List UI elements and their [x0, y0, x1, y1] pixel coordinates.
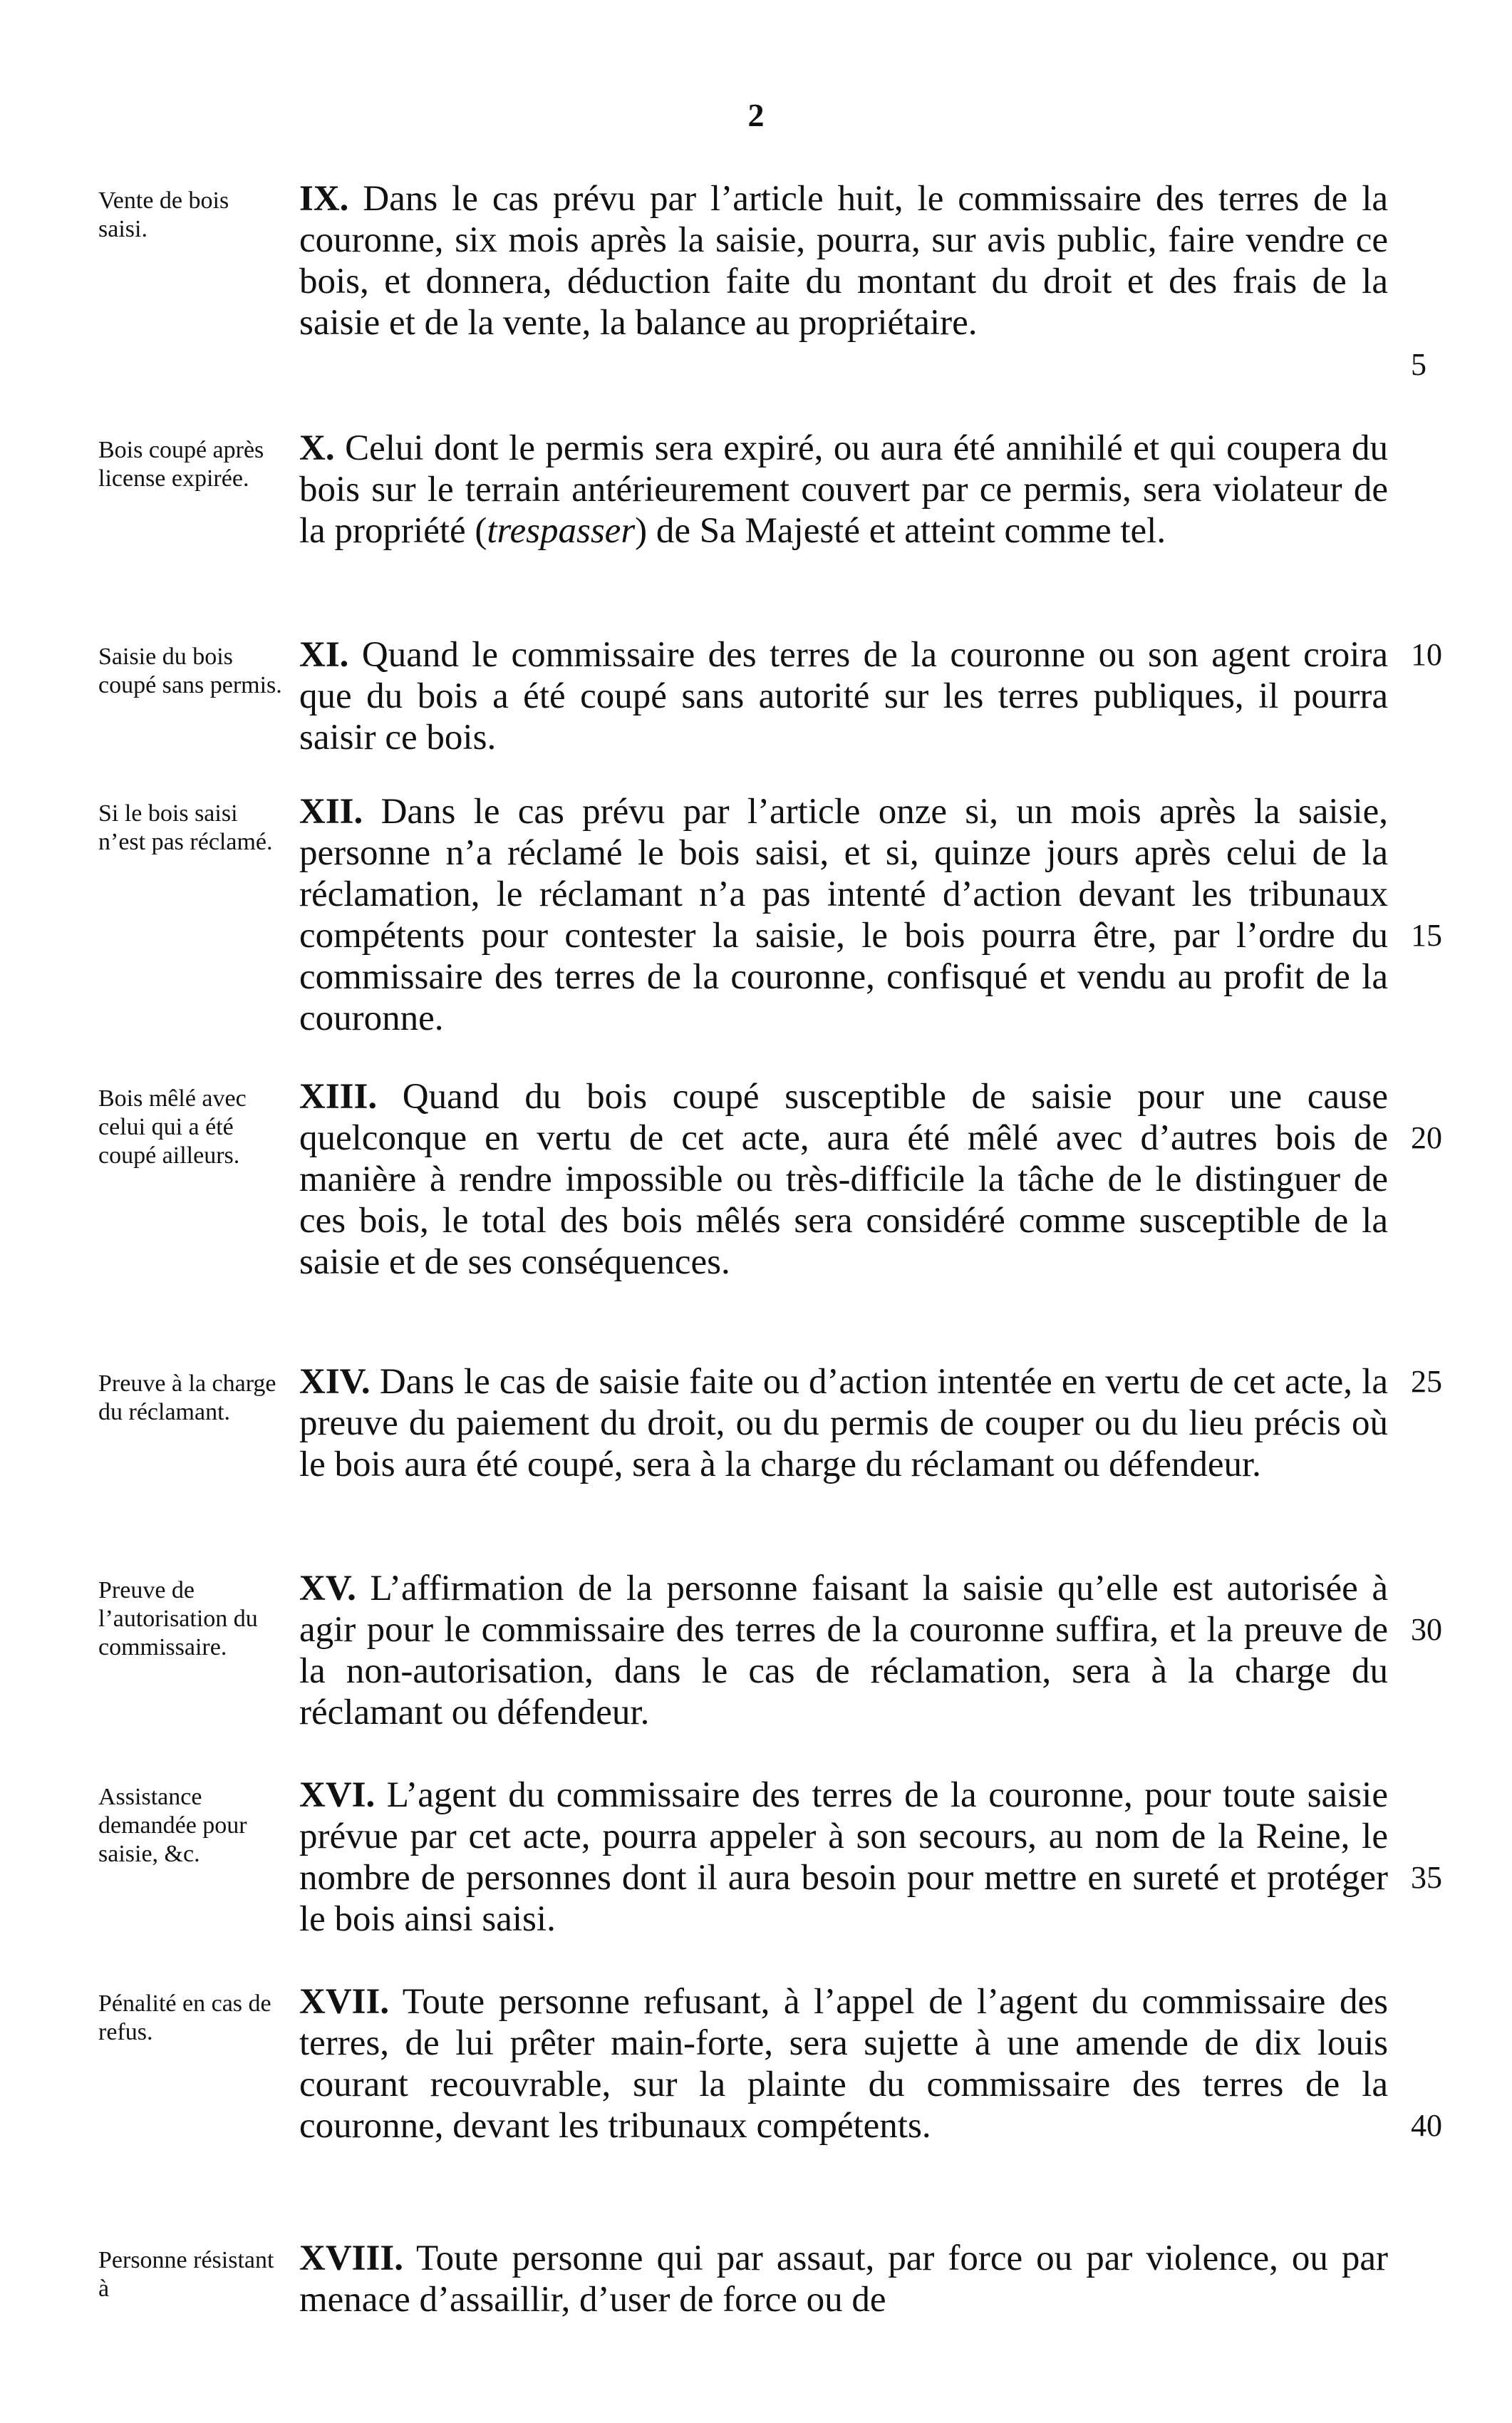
- article-xvii: [299, 1981, 1388, 2146]
- article-number: X.: [299, 428, 335, 468]
- line-number: 30: [1411, 1612, 1442, 1647]
- article-text: Dans le cas de saisie faite ou d’action intentée en vertu de cet acte, la preuve du paiement du droit, ou du permis de couper ou du lieu précis où le bois aura été coupé, sera à la charge du réclamant ou défendeur.: [299, 1362, 1388, 1484]
- sidenote-xv: Preuve de l’autorisation du commissaire.: [98, 1577, 258, 1660]
- article-number: XIII.: [299, 1077, 378, 1117]
- sidenote-xiv: Preuve à la charge du réclamant.: [98, 1370, 276, 1425]
- article-xiv: [299, 1361, 1388, 1485]
- sidenote-xvi: Assistance demandée pour saisie, &c.: [98, 1784, 247, 1867]
- sidenote-xviii: Personne résistant à: [98, 2247, 274, 2302]
- article-text: L’agent du commissaire des terres de la couronne, pour toute saisie prévue par cet acte, pourra appeler à son secours, au nom de la Reine, le nombre de personnes dont il aura besoin pour mettre en sureté et protéger le bois ainsi saisi.: [299, 1775, 1388, 1939]
- line-number: 25: [1411, 1364, 1442, 1399]
- line-number: 15: [1411, 918, 1442, 953]
- sidenote-xiii: Bois mêlé avec celui qui a été coupé ailleurs.: [98, 1085, 247, 1169]
- article-text: Celui dont le permis sera expiré, ou aura été annihilé et qui coupera du bois sur le terrain antérieurement couvert par ce permis, sera violateur de la propriété (: [299, 428, 1388, 551]
- article-number: IX.: [299, 179, 349, 219]
- article-xi: [299, 634, 1388, 758]
- article-number: XVIII.: [299, 2238, 403, 2278]
- article-text: Quand le commissaire des terres de la couronne ou son agent croira que du bois a été coupé sans autorité sur les terres publiques, il pourra saisir ce bois.: [299, 635, 1389, 758]
- line-number: 35: [1411, 1860, 1442, 1895]
- page-number: 2: [747, 97, 765, 133]
- line-number: 20: [1411, 1120, 1442, 1155]
- sidenote-xii: Si le bois saisi n’est pas réclamé.: [98, 800, 273, 855]
- line-number: 40: [1411, 2108, 1442, 2143]
- article-text: Dans le cas prévu par l’article onze si, un mois après la saisie, personne n’a réclamé le bois saisi, et si, quinze jours après celui de la réclamation, le réclamant n’a pas intenté d’action devant les tribunaux compétents pour contester la saisie, le bois pourra être, par l’ordre du commissaire des terres de la couronne, confisqué et vendu au profit de la couronne.: [299, 792, 1388, 1038]
- line-number: 5: [1411, 347, 1426, 382]
- sidenote-xvii: Pénalité en cas de refus.: [98, 1990, 271, 2045]
- article-xvi: [299, 1774, 1388, 1940]
- article-xii: [299, 791, 1388, 1039]
- article-text: L’affirmation de la personne faisant la saisie qu’elle est autorisée à agir pour le commissaire des terres de la couronne suffira, et la preuve de la non-autorisation, dans le cas de réclamation, sera à la charge du réclamant ou défendeur.: [299, 1569, 1388, 1732]
- article-number: XII.: [299, 792, 363, 832]
- article-xv: [299, 1568, 1388, 1733]
- sidenote-ix: Vente de bois saisi.: [98, 187, 229, 242]
- article-text: Toute personne qui par assaut, par force ou par violence, ou par menace d’assaillir, d’user de force ou de: [299, 2238, 1388, 2320]
- article-text: Dans le cas prévu par l’article huit, le commissaire des terres de la couronne, six mois après la saisie, pourra, sur avis public, faire vendre ce bois, et donnera, déduction faite du montant du droit et des frais de la saisie et de la vente, la balance au propriétaire.: [299, 179, 1388, 343]
- article-number: XIV.: [299, 1362, 371, 1402]
- article-number: XV.: [299, 1569, 356, 1608]
- article-ix: [299, 178, 1388, 343]
- article-x: [299, 428, 1388, 552]
- article-xviii: [299, 2238, 1388, 2320]
- article-number: XI.: [299, 635, 349, 675]
- article-text: Toute personne refusant, à l’appel de l’agent du commissaire des terres, de lui prêter main-forte, sera sujette à une amende de dix louis courant recouvrable, sur la plainte du commissaire des terres de la couronne, devant les tribunaux compétents.: [299, 1982, 1388, 2146]
- sidenote-x: Bois coupé après license expirée.: [98, 437, 264, 492]
- article-number: XVII.: [299, 1982, 390, 2022]
- sidenote-xi: Saisie du bois coupé sans permis.: [98, 644, 282, 698]
- article-xiii: [299, 1076, 1388, 1283]
- article-text: ) de Sa Majesté et atteint comme tel.: [635, 511, 1166, 551]
- article-text: Quand du bois coupé susceptible de saisie pour une cause quelconque en vertu de cet acte, aura été mêlé avec d’autres bois de manière à rendre impossible ou très-difficile la tâche de le distinguer de ces bois, le total des bois mêlés sera considéré comme susceptible de la saisie et de ses conséquences.: [299, 1077, 1389, 1282]
- article-number: XVI.: [299, 1775, 376, 1815]
- line-number: 10: [1411, 637, 1442, 672]
- article-text-italic: trespasser: [487, 511, 636, 551]
